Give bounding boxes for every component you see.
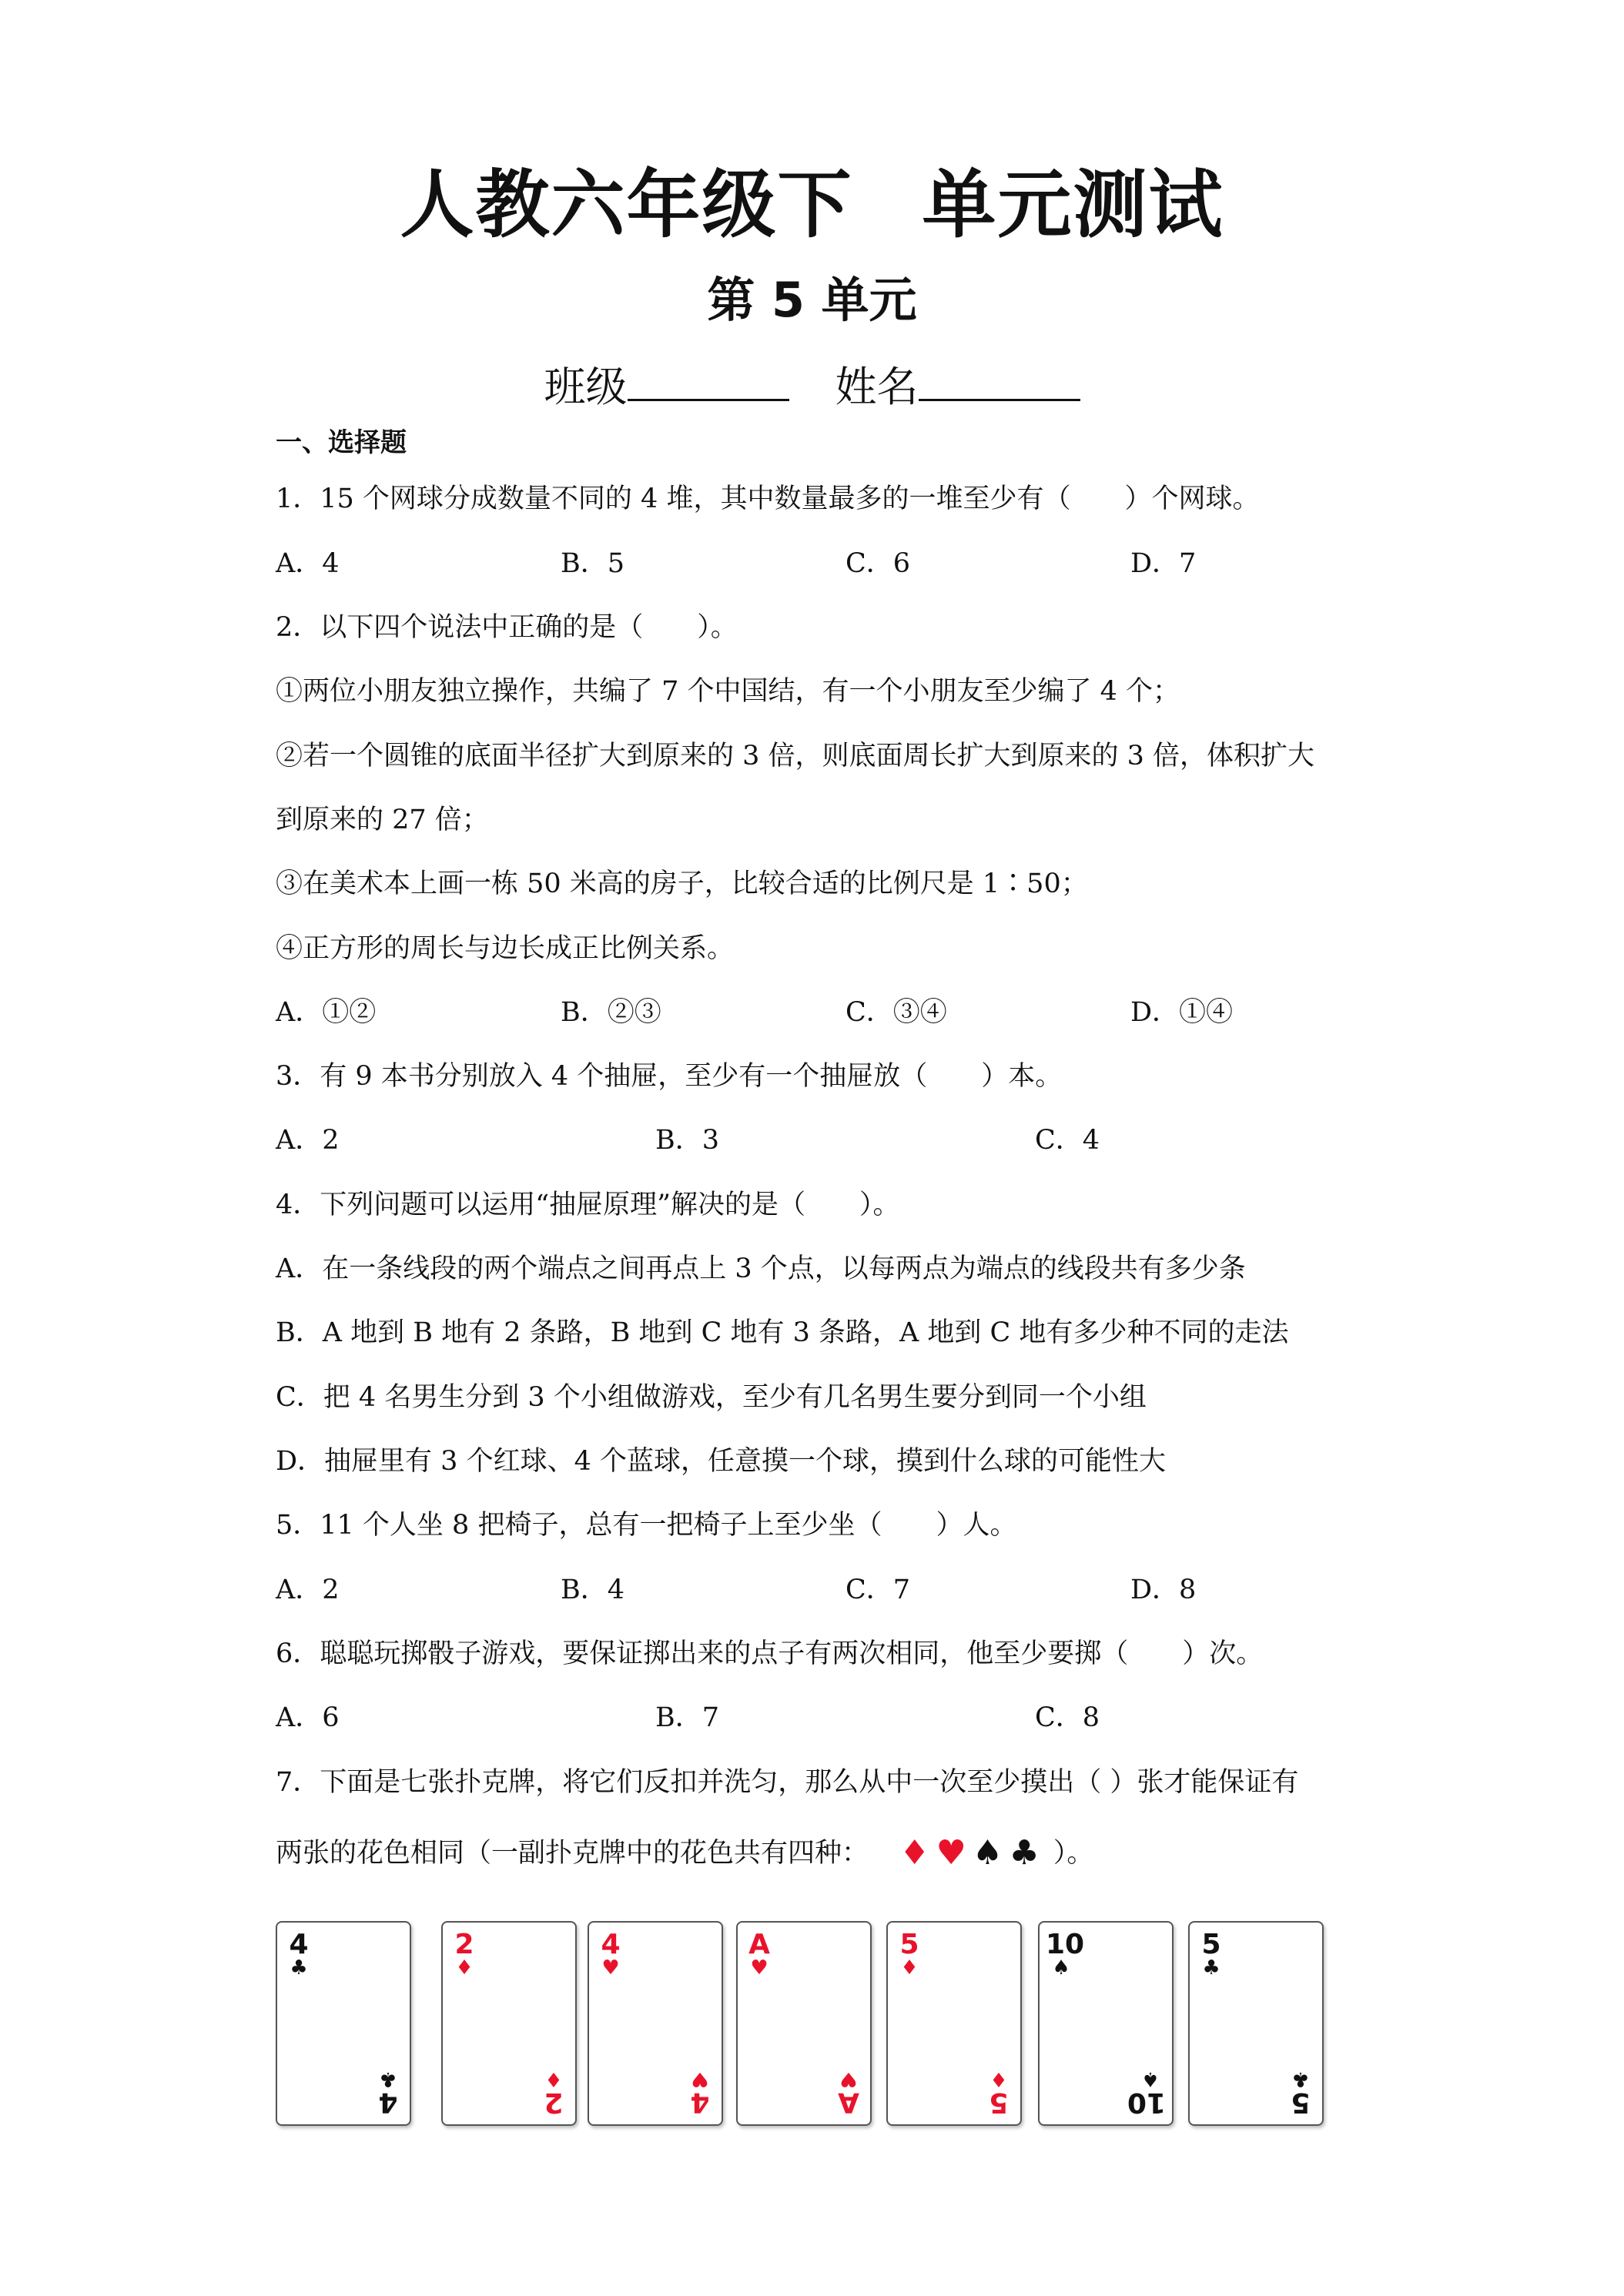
card-rank: A (838, 2087, 859, 2118)
diamond-icon: ♦ (900, 1956, 919, 1980)
card-bottom-index (1285, 2067, 1316, 2118)
q2-option-c[interactable]: C．③④ (845, 997, 947, 1028)
class-label: 班级 (544, 363, 628, 411)
card-rank: 4 (690, 2087, 710, 2118)
club-icon: ♣ (1009, 1833, 1040, 1873)
card-top-index (1196, 1929, 1227, 1980)
question-4: 4．下列问题可以运用“抽屉原理”解决的是（ ）。 (276, 1190, 900, 1220)
q5-option-b[interactable]: B．4 (561, 1575, 624, 1605)
card-top-index (744, 1929, 775, 1980)
q1-option-c[interactable]: C．6 (845, 548, 911, 579)
spade-icon: ♠ (1141, 2067, 1160, 2090)
q2-statement-1: ①两位小朋友独立操作，共编了 7 个中国结，有一个小朋友至少编了 4 个； (276, 676, 1180, 707)
playing-cards-row (276, 1921, 1400, 2137)
title-left: 人教六年级下 (400, 162, 853, 248)
card-rank: 10 (1127, 2087, 1166, 2118)
name-blank[interactable] (919, 360, 1080, 401)
playing-card (1188, 1921, 1324, 2126)
q2-statement-3: ③在美术本上画一栋 50 米高的房子，比较合适的比例尺是 1∶50； (276, 869, 1088, 899)
spade-icon: ♠ (1052, 1956, 1070, 1980)
playing-card (736, 1921, 872, 2126)
card-rank: 4 (601, 1929, 621, 1960)
card-top-index (595, 1929, 626, 1980)
q2-option-d[interactable]: D．①④ (1130, 997, 1234, 1028)
card-bottom-index (833, 2067, 864, 2118)
student-info-line (0, 354, 1624, 413)
heart-icon: ♥ (750, 1956, 768, 1980)
card-rank: 4 (378, 2087, 398, 2118)
section-heading: 一、选择题 (276, 427, 407, 458)
heart-icon: ♥ (936, 1833, 966, 1873)
playing-card (276, 1921, 411, 2126)
club-icon: ♣ (1202, 1956, 1221, 1980)
class-blank[interactable] (628, 360, 789, 401)
q4-option-c[interactable]: C．把 4 名男生分到 3 个小组做游戏，至少有几名男生要分到同一个小组 (276, 1382, 1147, 1413)
question-6: 6．聪聪玩掷骰子游戏，要保证掷出来的点子有两次相同，他至少要掷（ ）次。 (276, 1638, 1264, 1669)
q7-line2-end: ）。 (1053, 1838, 1094, 1869)
question-7: 7．下面是七张扑克牌，将它们反扣并洗匀，那么从中一次至少摸出（ ）张才能保证有 (276, 1767, 1299, 1798)
playing-card (1038, 1921, 1174, 2126)
q5-option-d[interactable]: D．8 (1130, 1575, 1197, 1605)
q1-option-b[interactable]: B．5 (561, 548, 624, 579)
heart-icon: ♥ (839, 2067, 858, 2090)
playing-card (588, 1921, 723, 2126)
suit-legend (899, 1833, 1046, 1873)
name-label: 姓名 (835, 363, 919, 411)
q5-option-c[interactable]: C．7 (845, 1575, 911, 1605)
card-rank: 10 (1046, 1929, 1085, 1960)
q2-statement-2-cont: 到原来的 27 倍； (276, 805, 489, 835)
card-rank: 2 (544, 2087, 564, 2118)
heart-icon: ♥ (601, 1956, 620, 1980)
question-3: 3．有 9 本书分别放入 4 个抽屉，至少有一个抽屉放（ ）本。 (276, 1061, 1063, 1092)
q2-option-b[interactable]: B．②③ (561, 997, 661, 1028)
card-bottom-index (685, 2067, 715, 2118)
question-7-line2 (276, 1833, 1094, 1873)
unit-subtitle: 第 5 单元 (707, 272, 917, 328)
card-top-index (449, 1929, 480, 1980)
club-icon: ♣ (1291, 2067, 1310, 2090)
q3-option-c[interactable]: C．4 (1035, 1125, 1100, 1156)
q1-option-d[interactable]: D．7 (1130, 548, 1197, 579)
spade-icon: ♠ (972, 1833, 1003, 1873)
diamond-icon: ♦ (899, 1833, 930, 1873)
q4-option-b[interactable]: B．A 地到 B 地有 2 条路，B 地到 C 地有 3 条路，A 地到 C 地有多少种不同的走法 (276, 1317, 1289, 1348)
q6-option-c[interactable]: C．8 (1035, 1702, 1100, 1733)
card-rank: A (748, 1929, 770, 1960)
q7-line2-text: 两张的花色相同（一副扑克牌中的花色共有四种： (276, 1838, 869, 1869)
card-top-index (894, 1929, 925, 1980)
card-bottom-index (538, 2067, 569, 2118)
card-rank: 2 (454, 1929, 474, 1960)
q1-option-a[interactable]: A．4 (276, 548, 340, 579)
diamond-icon: ♦ (544, 2067, 563, 2090)
card-rank: 4 (289, 1929, 309, 1960)
card-rank: 5 (989, 2087, 1009, 2118)
card-rank: 5 (1291, 2087, 1311, 2118)
q2-statement-4: ④正方形的周长与边长成正比例关系。 (276, 933, 735, 964)
card-bottom-index (983, 2067, 1014, 2118)
q6-option-b[interactable]: B．7 (655, 1702, 719, 1733)
playing-card (886, 1921, 1022, 2126)
card-rank: 5 (1201, 1929, 1221, 1960)
club-icon: ♣ (290, 1956, 308, 1980)
card-bottom-index (1127, 2067, 1166, 2118)
heart-icon: ♥ (691, 2067, 709, 2090)
playing-card (441, 1921, 577, 2126)
q6-option-a[interactable]: A．6 (276, 1702, 340, 1733)
diamond-icon: ♦ (989, 2067, 1008, 2090)
card-top-index (283, 1929, 314, 1980)
diamond-icon: ♦ (455, 1956, 474, 1980)
question-2: 2．以下四个说法中正确的是（ ）。 (276, 612, 738, 643)
q3-option-b[interactable]: B．3 (655, 1125, 719, 1156)
q3-option-a[interactable]: A．2 (276, 1125, 340, 1156)
title-right: 单元测试 (922, 162, 1224, 248)
q2-statement-2: ②若一个圆锥的底面半径扩大到原来的 3 倍，则底面周长扩大到原来的 3 倍，体积扩大 (276, 741, 1315, 771)
card-top-index (1046, 1929, 1085, 1980)
q5-option-a[interactable]: A．2 (276, 1575, 340, 1605)
q4-option-d[interactable]: D．抽屉里有 3 个红球、4 个蓝球，任意摸一个球，摸到什么球的可能性大 (276, 1446, 1166, 1477)
page-title (0, 146, 1624, 252)
q2-option-a[interactable]: A．①② (276, 997, 377, 1028)
card-rank: 5 (899, 1929, 919, 1960)
question-1: 1．15 个网球分成数量不同的 4 堆，其中数量最多的一堆至少有（ ）个网球。 (276, 484, 1260, 514)
question-5: 5．11 个人坐 8 把椅子，总有一把椅子上至少坐（ ）人。 (276, 1510, 1017, 1541)
card-bottom-index (373, 2067, 403, 2118)
q4-option-a[interactable]: A．在一条线段的两个端点之间再点上 3 个点，以每两点为端点的线段共有多少条 (276, 1253, 1246, 1284)
club-icon: ♣ (379, 2067, 397, 2090)
